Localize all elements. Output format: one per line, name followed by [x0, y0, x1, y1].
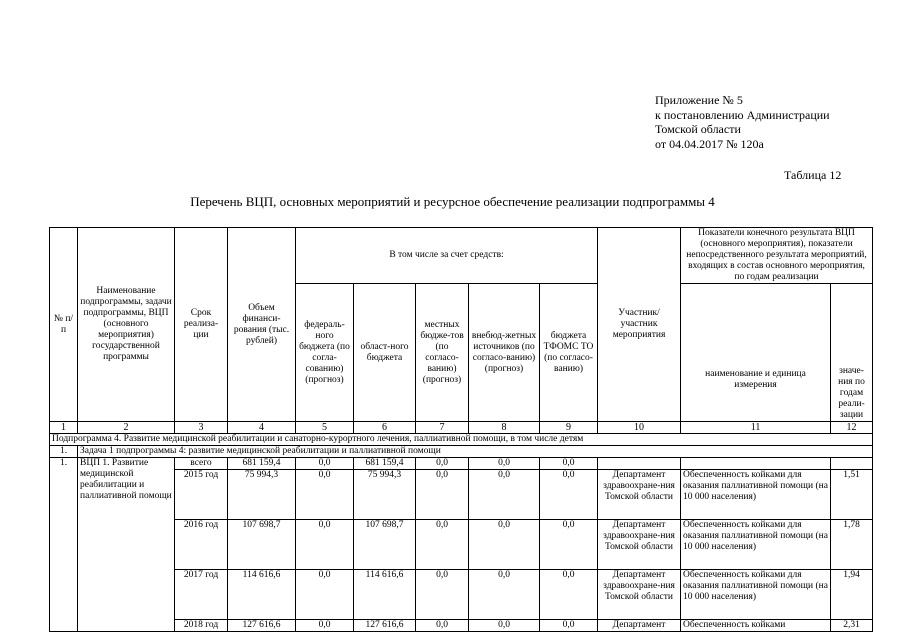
row-regional: 114 616,6	[354, 570, 416, 620]
task-num: 1.	[50, 446, 78, 458]
row-term: 2016 год	[175, 520, 228, 570]
row-volume: 127 616,6	[228, 620, 296, 632]
row-indicator-value: 1,51	[831, 470, 873, 520]
col-number: 1	[50, 422, 78, 434]
col-number: 2	[78, 422, 175, 434]
row-regional: 127 616,6	[354, 620, 416, 632]
row-local: 0,0	[416, 520, 469, 570]
vcp-name: ВЦП 1. Развитие медицинской реабилитации и паллиативной помощи	[78, 458, 175, 632]
row-indicator-name: Обеспеченность койками	[681, 620, 831, 632]
row-volume: 114 616,6	[228, 570, 296, 620]
row-term: 2015 год	[175, 470, 228, 520]
row-term: 2017 год	[175, 570, 228, 620]
header-participant: Участник/ участник мероприятия	[598, 228, 681, 422]
header-volume: Объем финанси-рования (тыс. рублей)	[228, 228, 296, 422]
col-number: 3	[175, 422, 228, 434]
row-extra: 0,0	[469, 620, 540, 632]
vcp-num: 1.	[50, 458, 78, 632]
row-participant: Департамент здравоохране-ния Томской области	[598, 570, 681, 620]
col-number: 6	[354, 422, 416, 434]
task-row: Задача 1 подпрограммы 4: развитие медицинской реабилитации и паллиативной помощи	[78, 446, 873, 458]
page-title: Перечень ВЦП, основных мероприятий и ресурсное обеспечение реализации подпрограммы 4	[190, 194, 715, 209]
row-tfoms: 0,0	[540, 470, 598, 520]
header-num: № п/п	[50, 228, 78, 422]
subprogram-row: Подпрограмма 4. Развитие медицинской реабилитации и санаторно-курортного лечения, паллиативной помощи, в том числе детям	[50, 434, 873, 446]
row-indicator-name: Обеспеченность койками для оказания паллиативной помощи (на 10 000 населения)	[681, 570, 831, 620]
header-ind-value: значе-ния по годам реали-зации	[831, 284, 873, 422]
row-volume: 681 159,4	[228, 458, 296, 470]
row-indicator-name	[681, 458, 831, 470]
row-term: 2018 год	[175, 620, 228, 632]
col-number: 8	[469, 422, 540, 434]
row-local: 0,0	[416, 458, 469, 470]
row-indicator-value	[831, 458, 873, 470]
resource-table	[49, 227, 873, 632]
row-tfoms: 0,0	[540, 520, 598, 570]
row-tfoms: 0,0	[540, 458, 598, 470]
row-extra: 0,0	[469, 570, 540, 620]
row-participant: Департамент здравоохране-ния Томской области	[598, 470, 681, 520]
row-extra: 0,0	[469, 520, 540, 570]
row-volume: 75 994,3	[228, 470, 296, 520]
row-local: 0,0	[416, 570, 469, 620]
row-indicator-value: 2,31	[831, 620, 873, 632]
header-local: местных бюдже-тов (по согласо-ванию) (прогноз)	[416, 284, 469, 422]
row-indicator-value: 1,94	[831, 570, 873, 620]
row-local: 0,0	[416, 620, 469, 632]
header-extra: внебюд-жетных источников (по согласо-ванию) (прогноз)	[469, 284, 540, 422]
row-local: 0,0	[416, 470, 469, 520]
row-participant	[598, 458, 681, 470]
row-federal: 0,0	[296, 620, 354, 632]
row-federal: 0,0	[296, 570, 354, 620]
appendix-line: Приложение № 5	[655, 93, 743, 107]
col-number: 11	[681, 422, 831, 434]
row-federal: 0,0	[296, 458, 354, 470]
col-number: 12	[831, 422, 873, 434]
row-term: всего	[175, 458, 228, 470]
row-regional: 107 698,7	[354, 520, 416, 570]
col-number: 7	[416, 422, 469, 434]
col-number: 9	[540, 422, 598, 434]
row-regional: 75 994,3	[354, 470, 416, 520]
row-federal: 0,0	[296, 470, 354, 520]
row-regional: 681 159,4	[354, 458, 416, 470]
header-term: Срок реализа-ции	[175, 228, 228, 422]
col-number: 10	[598, 422, 681, 434]
appendix-block	[655, 93, 830, 151]
table-number: Таблица 12	[784, 168, 842, 182]
header-name: Наименование подпрограммы, задачи подпрограммы, ВЦП (основного мероприятия) государственной программы	[78, 228, 175, 422]
row-participant: Департамент	[598, 620, 681, 632]
header-indicators: Показатели конечного результата ВЦП (основного мероприятия), показатели непосредственного результата мероприятий, входящих в состав основного мероприятия, по годам реализации	[681, 228, 873, 284]
row-volume: 107 698,7	[228, 520, 296, 570]
row-indicator-name: Обеспеченность койками для оказания паллиативной помощи (на 10 000 населения)	[681, 520, 831, 570]
col-number: 4	[228, 422, 296, 434]
appendix-line: от 04.04.2017 № 120а	[655, 136, 764, 151]
header-including: В том числе за счет средств:	[296, 228, 598, 284]
row-extra: 0,0	[469, 470, 540, 520]
row-tfoms: 0,0	[540, 570, 598, 620]
row-federal: 0,0	[296, 520, 354, 570]
appendix-line: Томской области	[655, 122, 741, 136]
row-tfoms: 0,0	[540, 620, 598, 632]
row-extra: 0,0	[469, 458, 540, 470]
header-federal: федераль-ного бюджета (по согла-сованию) (прогноз)	[296, 284, 354, 422]
header-tfoms: бюджета ТФОМС ТО (по согласо-ванию)	[540, 284, 598, 422]
row-indicator-name: Обеспеченность койками для оказания паллиативной помощи (на 10 000 населения)	[681, 470, 831, 520]
row-indicator-value: 1,78	[831, 520, 873, 570]
appendix-line: к постановлению Администрации	[655, 107, 830, 122]
header-ind-name: наименование и единица измерения	[681, 284, 831, 422]
row-participant: Департамент здравоохране-ния Томской области	[598, 520, 681, 570]
header-regional: област-ного бюджета	[354, 284, 416, 422]
col-number: 5	[296, 422, 354, 434]
